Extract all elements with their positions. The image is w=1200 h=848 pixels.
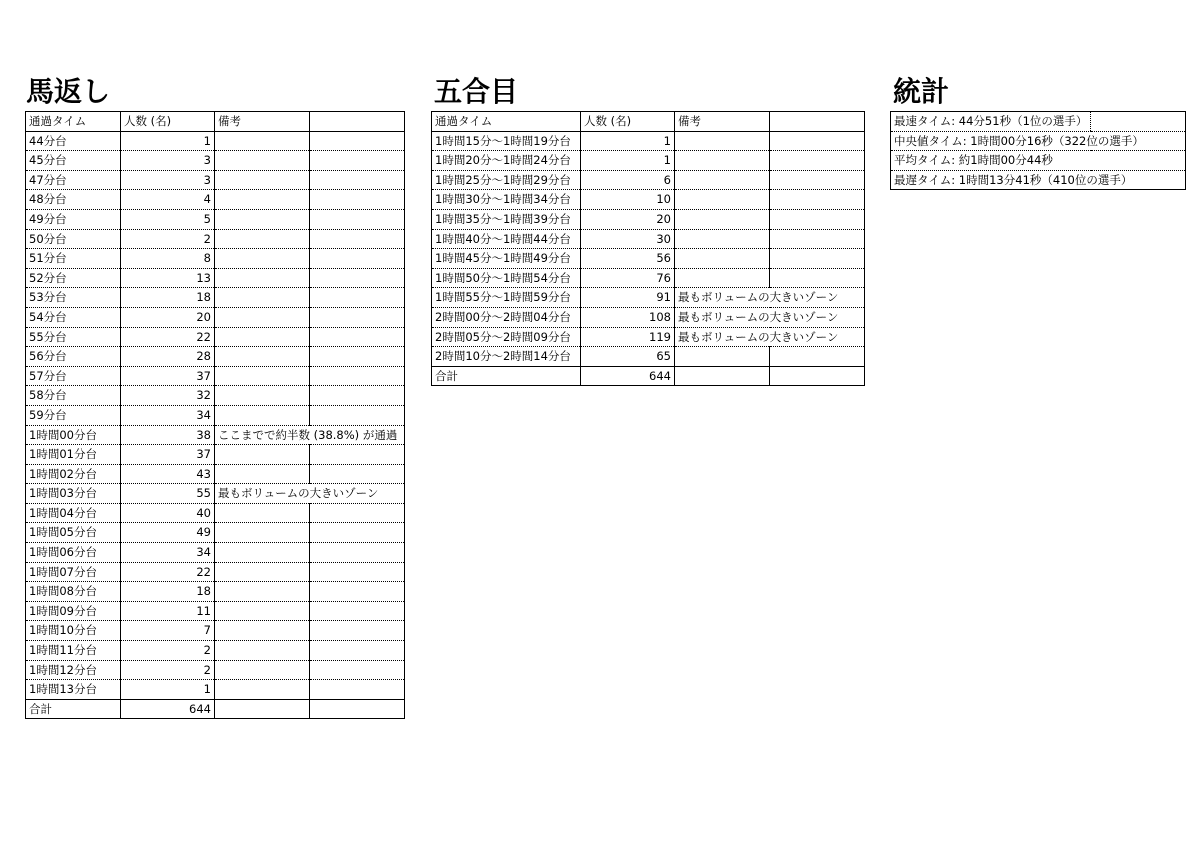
time-cell: 1時間50分～1時間54分台 <box>432 268 581 288</box>
note-cell <box>675 170 770 190</box>
table-row <box>26 268 405 288</box>
count-cell: 49 <box>121 523 215 543</box>
blank-cell <box>310 523 405 543</box>
stat-line: 中央値タイム: 1時間00分16秒（322位の選手） <box>891 131 1186 151</box>
note-cell <box>215 503 310 523</box>
note-cell <box>675 249 770 269</box>
stat-line: 平均タイム: 約1時間00分44秒 <box>891 151 1186 171</box>
time-cell: 1時間15分～1時間19分台 <box>432 131 581 151</box>
note-cell <box>675 131 770 151</box>
table-row <box>432 190 865 210</box>
table-row <box>26 445 405 465</box>
count-cell: 10 <box>581 190 675 210</box>
time-cell: 45分台 <box>26 151 121 171</box>
count-cell: 5 <box>121 209 215 229</box>
table-header-row <box>26 112 405 132</box>
blank-cell <box>310 229 405 249</box>
blank-cell <box>310 503 405 523</box>
table-row <box>26 503 405 523</box>
time-cell: 1時間12分台 <box>26 660 121 680</box>
table-row <box>26 523 405 543</box>
time-cell: 1時間45分～1時間49分台 <box>432 249 581 269</box>
time-cell: 1時間09分台 <box>26 601 121 621</box>
umagaeshi-title: 馬返し <box>26 75 111 108</box>
time-cell: 48分台 <box>26 190 121 210</box>
note-cell <box>675 151 770 171</box>
time-cell: 1時間02分台 <box>26 464 121 484</box>
note-cell <box>215 327 310 347</box>
time-cell: 1時間30分～1時間34分台 <box>432 190 581 210</box>
note-cell <box>215 641 310 661</box>
table-row <box>26 347 405 367</box>
blank-cell <box>310 366 405 386</box>
note-cell <box>215 151 310 171</box>
time-cell: 1時間11分台 <box>26 641 121 661</box>
blank-cell <box>310 543 405 563</box>
blank-cell <box>310 680 405 700</box>
note-cell: 最もボリュームの大きいゾーン <box>675 307 865 327</box>
blank-cell <box>770 151 865 171</box>
table-row <box>26 464 405 484</box>
stats-title: 統計 <box>893 75 950 108</box>
count-cell: 38 <box>121 425 215 445</box>
time-cell: 1時間04分台 <box>26 503 121 523</box>
count-cell: 7 <box>121 621 215 641</box>
count-cell: 1 <box>581 131 675 151</box>
stat-row <box>891 112 1186 132</box>
total-row <box>432 366 865 386</box>
time-cell: 1時間01分台 <box>26 445 121 465</box>
note-cell <box>215 601 310 621</box>
table-header-row <box>432 112 865 132</box>
table-row <box>432 151 865 171</box>
time-cell: 53分台 <box>26 288 121 308</box>
stat-row <box>891 170 1186 190</box>
time-cell: 44分台 <box>26 131 121 151</box>
umagaeshi-table <box>25 111 405 719</box>
note-cell: 最もボリュームの大きいゾーン <box>675 288 865 308</box>
table-row <box>26 425 405 445</box>
table-row <box>432 268 865 288</box>
blank-cell <box>310 190 405 210</box>
count-cell: 18 <box>121 288 215 308</box>
time-cell: 1時間06分台 <box>26 543 121 563</box>
count-cell: 34 <box>121 405 215 425</box>
header-note: 備考 <box>215 112 310 132</box>
blank-cell <box>675 366 770 386</box>
time-cell: 52分台 <box>26 268 121 288</box>
table-row <box>26 621 405 641</box>
stat-row <box>891 131 1186 151</box>
blank-cell <box>770 131 865 151</box>
note-cell: 最もボリュームの大きいゾーン <box>675 327 865 347</box>
stat-line: 最遅タイム: 1時間13分41秒（410位の選手） <box>891 170 1186 190</box>
count-cell: 13 <box>121 268 215 288</box>
total-label: 合計 <box>26 699 121 719</box>
count-cell: 4 <box>121 190 215 210</box>
header-blank <box>310 112 405 132</box>
blank-cell <box>310 582 405 602</box>
blank-cell <box>310 621 405 641</box>
time-cell: 1時間20分～1時間24分台 <box>432 151 581 171</box>
time-cell: 1時間08分台 <box>26 582 121 602</box>
time-cell: 51分台 <box>26 249 121 269</box>
gogome-title: 五合目 <box>434 75 519 108</box>
table-row <box>432 327 865 347</box>
time-cell: 1時間35分～1時間39分台 <box>432 209 581 229</box>
count-cell: 18 <box>121 582 215 602</box>
table-row <box>26 484 405 504</box>
table-row <box>26 660 405 680</box>
umagaeshi-table-wrap <box>25 111 405 719</box>
table-row <box>26 151 405 171</box>
count-cell: 22 <box>121 327 215 347</box>
table-row <box>432 131 865 151</box>
count-cell: 8 <box>121 249 215 269</box>
table-row <box>26 641 405 661</box>
blank-cell <box>310 209 405 229</box>
table-row <box>432 209 865 229</box>
note-cell <box>675 347 770 367</box>
time-cell: 50分台 <box>26 229 121 249</box>
blank-cell <box>310 268 405 288</box>
table-row <box>432 229 865 249</box>
blank-cell <box>770 229 865 249</box>
table-row <box>432 249 865 269</box>
time-cell: 49分台 <box>26 209 121 229</box>
time-cell: 47分台 <box>26 170 121 190</box>
count-cell: 2 <box>121 660 215 680</box>
note-cell: 最もボリュームの大きいゾーン <box>215 484 405 504</box>
time-cell: 58分台 <box>26 386 121 406</box>
count-cell: 20 <box>581 209 675 229</box>
stats-table <box>890 111 1186 190</box>
count-cell: 2 <box>121 641 215 661</box>
note-cell <box>215 366 310 386</box>
note-cell <box>215 249 310 269</box>
blank-cell <box>1091 112 1186 132</box>
count-cell: 1 <box>121 131 215 151</box>
count-cell: 11 <box>121 601 215 621</box>
note-cell <box>215 445 310 465</box>
total-row <box>26 699 405 719</box>
count-cell: 65 <box>581 347 675 367</box>
blank-cell <box>310 699 405 719</box>
count-cell: 55 <box>121 484 215 504</box>
table-row <box>26 249 405 269</box>
count-cell: 1 <box>121 680 215 700</box>
note-cell <box>215 288 310 308</box>
note-cell <box>215 405 310 425</box>
gogome-table <box>431 111 865 386</box>
header-count: 人数 (名) <box>581 112 675 132</box>
table-row <box>26 327 405 347</box>
table-row <box>432 307 865 327</box>
total-label: 合計 <box>432 366 581 386</box>
table-row <box>26 366 405 386</box>
stat-row <box>891 151 1186 171</box>
note-cell <box>215 464 310 484</box>
blank-cell <box>310 464 405 484</box>
table-row <box>26 288 405 308</box>
stat-line: 最速タイム: 44分51秒（1位の選手） <box>891 112 1091 132</box>
note-cell <box>215 170 310 190</box>
count-cell: 3 <box>121 151 215 171</box>
count-cell: 43 <box>121 464 215 484</box>
blank-cell <box>770 209 865 229</box>
blank-cell <box>310 327 405 347</box>
blank-cell <box>770 347 865 367</box>
blank-cell <box>310 151 405 171</box>
table-row <box>26 229 405 249</box>
count-cell: 2 <box>121 229 215 249</box>
blank-cell <box>310 288 405 308</box>
table-row <box>26 131 405 151</box>
note-cell <box>215 543 310 563</box>
note-cell <box>675 229 770 249</box>
blank-cell <box>770 249 865 269</box>
blank-cell <box>310 445 405 465</box>
note-cell <box>215 190 310 210</box>
time-cell: 2時間10分～2時間14分台 <box>432 347 581 367</box>
table-row <box>432 170 865 190</box>
note-cell <box>675 268 770 288</box>
blank-cell <box>310 307 405 327</box>
total-count: 644 <box>581 366 675 386</box>
time-cell: 1時間00分台 <box>26 425 121 445</box>
time-cell: 56分台 <box>26 347 121 367</box>
note-cell <box>215 562 310 582</box>
blank-cell <box>310 249 405 269</box>
blank-cell <box>310 660 405 680</box>
blank-cell <box>310 347 405 367</box>
note-cell: ここまでで約半数 (38.8%) が通過 <box>215 425 405 445</box>
blank-cell <box>310 131 405 151</box>
table-row <box>26 680 405 700</box>
note-cell <box>215 347 310 367</box>
header-blank <box>770 112 865 132</box>
time-cell: 2時間05分～2時間09分台 <box>432 327 581 347</box>
blank-cell <box>310 601 405 621</box>
time-cell: 1時間25分～1時間29分台 <box>432 170 581 190</box>
gogome-table-wrap <box>431 111 865 386</box>
count-cell: 37 <box>121 366 215 386</box>
blank-cell <box>310 386 405 406</box>
header-time: 通過タイム <box>432 112 581 132</box>
table-row <box>26 170 405 190</box>
blank-cell <box>310 562 405 582</box>
table-row <box>432 347 865 367</box>
table-row <box>26 601 405 621</box>
count-cell: 30 <box>581 229 675 249</box>
note-cell <box>215 131 310 151</box>
count-cell: 37 <box>121 445 215 465</box>
count-cell: 119 <box>581 327 675 347</box>
time-cell: 1時間13分台 <box>26 680 121 700</box>
note-cell <box>215 680 310 700</box>
count-cell: 22 <box>121 562 215 582</box>
table-row <box>26 209 405 229</box>
count-cell: 32 <box>121 386 215 406</box>
time-cell: 1時間40分～1時間44分台 <box>432 229 581 249</box>
header-count: 人数 (名) <box>121 112 215 132</box>
count-cell: 28 <box>121 347 215 367</box>
note-cell <box>215 660 310 680</box>
time-cell: 1時間05分台 <box>26 523 121 543</box>
count-cell: 108 <box>581 307 675 327</box>
count-cell: 20 <box>121 307 215 327</box>
count-cell: 6 <box>581 170 675 190</box>
table-row <box>26 543 405 563</box>
note-cell <box>215 307 310 327</box>
blank-cell <box>770 170 865 190</box>
blank-cell <box>215 699 310 719</box>
count-cell: 56 <box>581 249 675 269</box>
time-cell: 1時間03分台 <box>26 484 121 504</box>
count-cell: 76 <box>581 268 675 288</box>
table-row <box>26 307 405 327</box>
blank-cell <box>310 641 405 661</box>
note-cell <box>215 229 310 249</box>
count-cell: 40 <box>121 503 215 523</box>
time-cell: 59分台 <box>26 405 121 425</box>
blank-cell <box>770 268 865 288</box>
table-row <box>26 582 405 602</box>
time-cell: 2時間00分～2時間04分台 <box>432 307 581 327</box>
note-cell <box>215 582 310 602</box>
time-cell: 1時間10分台 <box>26 621 121 641</box>
blank-cell <box>770 190 865 210</box>
blank-cell <box>310 170 405 190</box>
time-cell: 54分台 <box>26 307 121 327</box>
note-cell <box>675 190 770 210</box>
count-cell: 1 <box>581 151 675 171</box>
count-cell: 34 <box>121 543 215 563</box>
table-row <box>26 562 405 582</box>
count-cell: 91 <box>581 288 675 308</box>
table-row <box>26 190 405 210</box>
note-cell <box>215 268 310 288</box>
header-note: 備考 <box>675 112 770 132</box>
table-row <box>26 386 405 406</box>
total-count: 644 <box>121 699 215 719</box>
blank-cell <box>310 405 405 425</box>
note-cell <box>675 209 770 229</box>
time-cell: 55分台 <box>26 327 121 347</box>
table-row <box>432 288 865 308</box>
note-cell <box>215 523 310 543</box>
header-time: 通過タイム <box>26 112 121 132</box>
note-cell <box>215 621 310 641</box>
note-cell <box>215 209 310 229</box>
time-cell: 1時間07分台 <box>26 562 121 582</box>
time-cell: 57分台 <box>26 366 121 386</box>
stats-table-wrap <box>890 111 1186 190</box>
time-cell: 1時間55分～1時間59分台 <box>432 288 581 308</box>
table-row <box>26 405 405 425</box>
blank-cell <box>770 366 865 386</box>
count-cell: 3 <box>121 170 215 190</box>
note-cell <box>215 386 310 406</box>
